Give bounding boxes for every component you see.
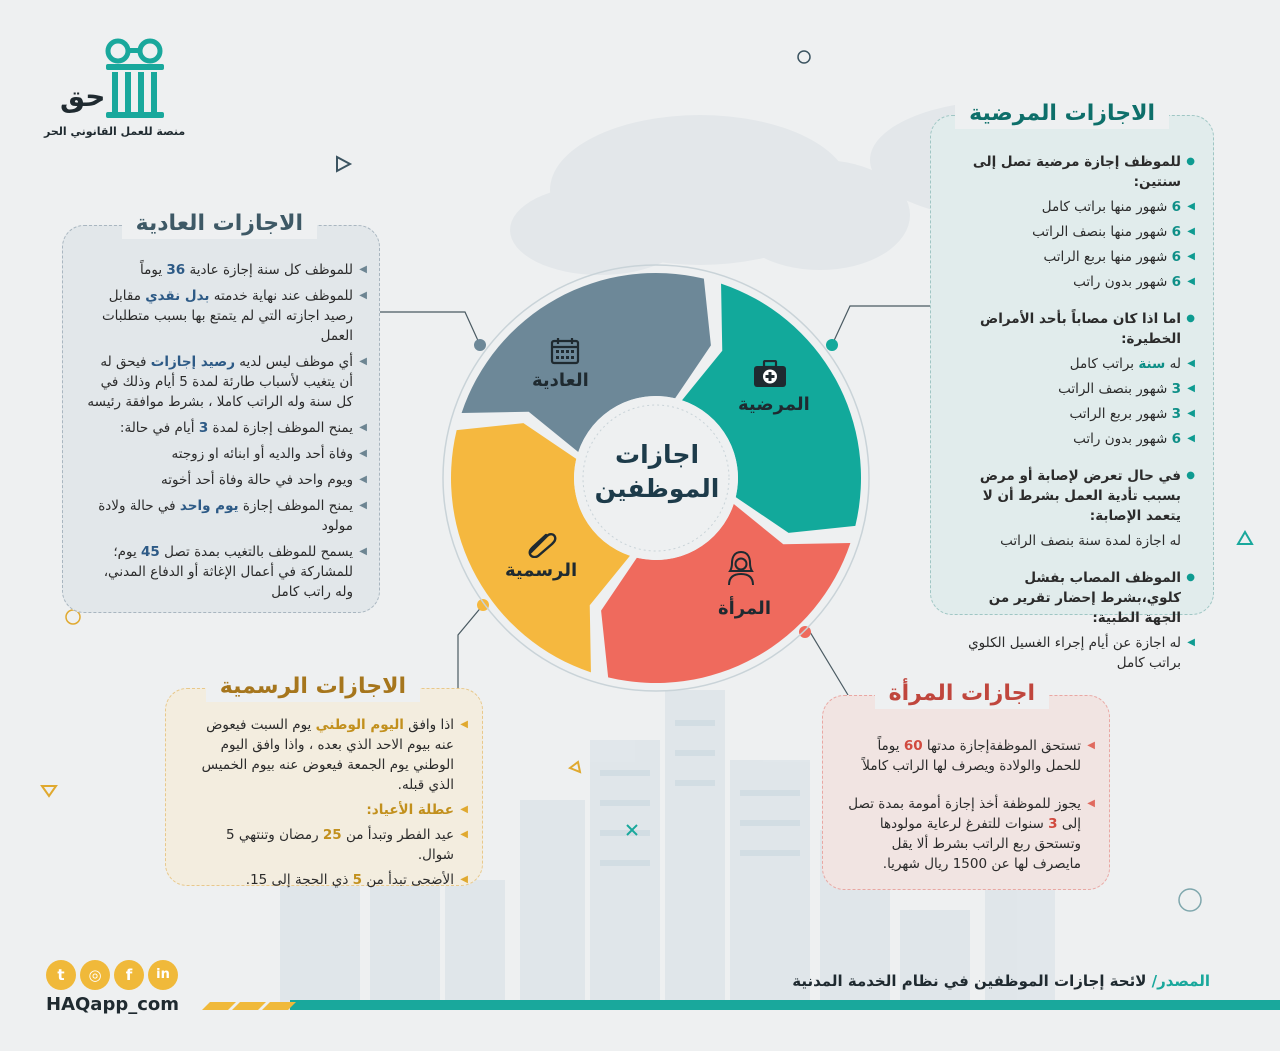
sick-item <box>949 466 1195 526</box>
regular-item-text: مقابل رصيد اجازته التي لم يتمتع بها بسبب متطلبات العمل <box>101 288 353 344</box>
regular-item-text: يمنح الموظف إجازة <box>238 498 353 514</box>
sick-item <box>949 531 1195 551</box>
bullet-icon: ◀ <box>1087 740 1095 751</box>
regular-item-highlight: 3 <box>198 420 209 436</box>
women-item-text: يوماً للحمل والولادة ويصرف لها الراتب كاملاً <box>862 738 1081 774</box>
women-item <box>843 736 1095 776</box>
women-leave-panel <box>822 681 1110 890</box>
sick-item <box>949 354 1195 374</box>
woman-icon <box>726 550 756 586</box>
regular-item <box>85 418 367 438</box>
brand-tagline: منصة للعمل القانوني الحر <box>44 125 186 138</box>
bullet-icon: ◀ <box>1087 798 1095 809</box>
regular-item-text: للموظف عند نهاية خدمته <box>209 288 353 304</box>
sick-item-text: اما اذا كان مصاباً بأحد الأمراض الخطيرة: <box>980 311 1181 347</box>
bullet-icon: ◀ <box>460 829 468 840</box>
regular-item-highlight: رصيد إجازات <box>150 354 235 370</box>
linkedin-icon[interactable]: in <box>148 960 178 990</box>
regular-leave-list <box>85 260 367 608</box>
sick-item-text: الموظف المصاب بفشل كلوي،بشرط إحضار تقرير من الجهة الطبية: <box>988 570 1181 626</box>
bullet-icon: ◀ <box>460 874 468 885</box>
regular-leave-title: الاجازات العادية <box>122 209 317 239</box>
source-label: المصدر/ <box>1151 972 1210 990</box>
bullet-icon: ◀ <box>1187 251 1195 262</box>
center-title-line2: الموظفين <box>594 474 720 503</box>
twitter-icon[interactable]: t <box>46 960 76 990</box>
sick-item-text: شهور بدون راتب <box>1073 431 1172 447</box>
regular-leave-panel <box>62 211 380 613</box>
sick-item-highlight: 6 <box>1171 199 1181 215</box>
women-item-text: سنوات للتفرغ لرعاية مولودها وتستحق ربع الراتب بشرط ألا يقل مايصرف لها عن 1500 ريال شهريا. <box>879 816 1081 872</box>
bullet-icon: ◀ <box>359 546 367 557</box>
regular-item-text: في حالة وفاة أحد أخوته <box>161 472 298 488</box>
bullet-icon: ◀ <box>1187 226 1195 237</box>
bullet-icon: ◀ <box>359 264 367 275</box>
calendar-icon <box>550 337 580 365</box>
bullet-icon: ◀ <box>1187 383 1195 394</box>
official-item-text: عيد الفطر وتبدأ من <box>341 827 454 843</box>
wheel-center-title <box>572 438 742 506</box>
logo-icon <box>100 38 170 120</box>
official-item <box>188 870 468 890</box>
regular-item-text: ويوم واحد <box>297 472 353 488</box>
bullet-icon: ◀ <box>359 500 367 511</box>
regular-item-text: يوماً <box>140 262 167 278</box>
bullet-icon: ◀ <box>359 474 367 485</box>
sick-item-highlight: سنة <box>1138 356 1166 372</box>
official-item-highlight: عطلة الأعياد: <box>366 802 454 818</box>
regular-item <box>85 286 367 346</box>
women-item-highlight: 3 <box>1048 816 1058 832</box>
source-text: لائحة إجازات الموظفين في نظام الخدمة المدنية <box>792 972 1152 990</box>
sick-item-highlight: 6 <box>1171 224 1181 240</box>
regular-item-text: للموظف كل سنة إجازة عادية <box>185 262 353 278</box>
regular-item-highlight: 36 <box>166 262 186 278</box>
brand-name: حق <box>60 80 106 113</box>
official-item-highlight: 5 <box>352 872 363 888</box>
sick-item-highlight: 3 <box>1171 406 1181 422</box>
sick-item <box>949 272 1195 292</box>
sick-item-text: له <box>1165 356 1181 372</box>
sick-item <box>949 429 1195 449</box>
bullet-icon: ◀ <box>460 719 468 730</box>
regular-item <box>85 260 367 280</box>
sick-leave-list <box>949 152 1195 678</box>
regular-item <box>85 496 367 536</box>
regular-item <box>85 470 367 490</box>
regular-item-text: يمنح الموظف إجازة لمدة <box>208 420 353 436</box>
segment-label-official: الرسمية <box>505 560 578 581</box>
list-spacer <box>949 454 1195 466</box>
sick-item <box>949 152 1195 192</box>
sick-item-highlight: 6 <box>1171 274 1181 290</box>
official-item-text: يوم السبت فيعوض عنه بيوم الاحد الذي بعده ، واذا وافق اليوم الوطني يوم الجمعة فيعوض عنه بيوم الخميس الذي قبله. <box>201 717 454 793</box>
bullet-icon: ● <box>1186 313 1195 324</box>
regular-item <box>85 352 367 412</box>
sick-item-text: شهور منها براتب كامل <box>1041 199 1172 215</box>
regular-item <box>85 444 367 464</box>
bullet-icon: ◀ <box>1187 201 1195 212</box>
sick-item <box>949 568 1195 628</box>
regular-item-text: يسمح للموظف بالتغيب بمدة تصل <box>159 544 353 560</box>
regular-item-highlight: يوم واحد <box>179 498 239 514</box>
regular-item-text: أيام في حالة: <box>119 420 199 436</box>
sick-item <box>949 404 1195 424</box>
bullet-icon: ● <box>1186 156 1195 167</box>
official-item-highlight: اليوم الوطني <box>315 717 404 733</box>
women-leave-title: اجازات المرأة <box>875 679 1049 709</box>
official-item-text: ذي الحجة إلى 15. <box>245 872 353 888</box>
sick-item-text: شهور منها بربع الراتب <box>1043 249 1172 265</box>
official-item <box>188 800 468 820</box>
segment-label-women: المرأة <box>718 598 771 619</box>
sick-item-text: في حال تعرض لإصابة أو مرض بسبب تأدية العمل بشرط أن لا يتعمد الإصابة: <box>979 468 1181 524</box>
sick-item-text: له اجازة عن أيام إجراء الغسيل الكلوي براتب كامل <box>968 635 1181 671</box>
regular-item-text: وفاة أحد والديه أو ابنائه او زوجته <box>171 446 353 462</box>
official-leave-panel <box>165 674 483 888</box>
bullet-icon: ◀ <box>1187 358 1195 369</box>
bullet-icon: ◀ <box>460 804 468 815</box>
women-item-highlight: 60 <box>903 738 923 754</box>
center-title-line1: اجازات <box>614 440 700 469</box>
sick-item-highlight: 3 <box>1171 381 1181 397</box>
bullet-icon: ◀ <box>1187 276 1195 287</box>
sick-item-text: للموظف إجازة مرضية تصل إلى سنتين: <box>972 154 1181 190</box>
sick-item-text: شهور بدون راتب <box>1073 274 1172 290</box>
sick-item <box>949 247 1195 267</box>
list-spacer <box>949 297 1195 309</box>
sick-leave-title: الاجازات المرضية <box>955 99 1169 129</box>
sick-item <box>949 197 1195 217</box>
bullet-icon: ◀ <box>1187 433 1195 444</box>
footer-source <box>792 972 1210 990</box>
medical-kit-icon <box>753 360 787 388</box>
bullet-icon: ◀ <box>1187 637 1195 648</box>
women-item <box>843 794 1095 874</box>
sick-item-highlight: 6 <box>1171 431 1181 447</box>
sick-item <box>949 379 1195 399</box>
official-item <box>188 825 468 865</box>
bullet-icon: ● <box>1186 572 1195 583</box>
sick-item-text: له اجازة لمدة سنة بنصف الراتب <box>1000 533 1181 549</box>
sick-item <box>949 633 1195 673</box>
women-leave-list <box>843 736 1095 892</box>
instagram-icon[interactable]: ◎ <box>80 960 110 990</box>
bullet-icon: ● <box>1186 470 1195 481</box>
facebook-icon[interactable]: f <box>114 960 144 990</box>
sick-item-text: شهور بربع الراتب <box>1069 406 1172 422</box>
official-item-text: الأضحى تبدأ من <box>362 872 454 888</box>
official-leave-title: الاجازات الرسمية <box>206 672 420 702</box>
women-item-text: تستحق الموظفةإجازة مدتها <box>922 738 1081 754</box>
regular-item-text: في حالة ولادة مولود <box>98 498 353 534</box>
segment-label-regular: العادية <box>532 370 589 391</box>
sick-item-highlight: 6 <box>1171 249 1181 265</box>
regular-item-text: أي موظف ليس لديه <box>235 354 353 370</box>
bullet-icon: ◀ <box>1187 408 1195 419</box>
regular-item-highlight: 45 <box>141 544 160 560</box>
official-leave-list <box>188 715 468 895</box>
official-item-text: رمضان وتنتهي 5 شوال. <box>226 827 454 863</box>
brand-handle: HAQapp_com <box>46 994 180 1015</box>
sick-item-text: شهور بنصف الراتب <box>1058 381 1172 397</box>
paperclip-icon <box>525 528 559 558</box>
official-item-highlight: 25 <box>322 827 342 843</box>
sick-item-text: براتب كامل <box>1069 356 1139 372</box>
sick-item <box>949 222 1195 242</box>
bullet-icon: ◀ <box>359 448 367 459</box>
women-item-text: يجوز للموظفة أخذ إجازة أمومة بمدة تصل إلى <box>848 796 1081 832</box>
bullet-icon: ◀ <box>359 356 367 367</box>
sick-item-text: شهور منها بنصف الراتب <box>1032 224 1172 240</box>
regular-item-highlight: بدل نقدي <box>145 288 210 304</box>
sick-leave-panel <box>930 101 1214 671</box>
official-item <box>188 715 468 795</box>
regular-item-text: فيحق له أن يتغيب لأسباب طارئة لمدة 5 أيام وذلك في كل سنة وله الراتب كاملا ، بشرط موافقة رئيسه <box>87 354 353 410</box>
regular-item-text: يوم؛ للمشاركة في أعمال الإغاثة أو الدفاع المدني، وله راتب كامل <box>103 544 353 600</box>
bullet-icon: ◀ <box>359 422 367 433</box>
segment-label-sick: المرضية <box>738 394 810 415</box>
list-spacer <box>949 556 1195 568</box>
bullet-icon: ◀ <box>359 290 367 301</box>
regular-item <box>85 542 367 602</box>
official-item-text: اذا وافق <box>403 717 454 733</box>
sick-item <box>949 309 1195 349</box>
